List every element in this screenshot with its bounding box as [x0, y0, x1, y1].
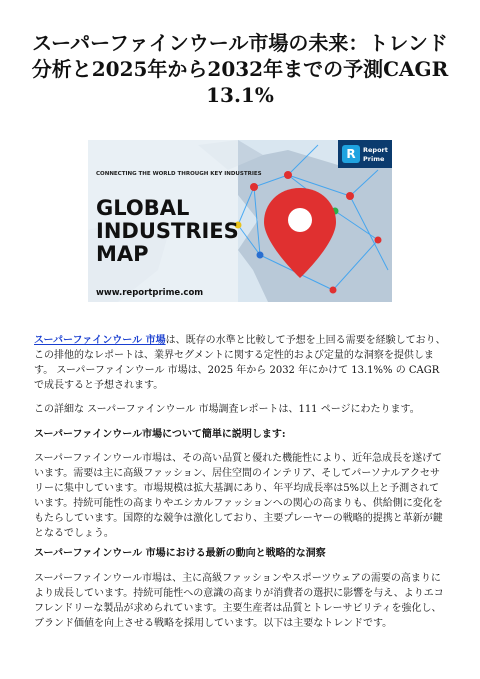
- page-count-paragraph: この詳細な スーパーファインウール 市場調査レポートは、111 ページにわたります。: [34, 404, 420, 415]
- global-industries-map-illustration: [88, 140, 392, 302]
- website-url: www.reportprime.com: [96, 288, 204, 298]
- intro-text: は、既存の水準と比較して予想を上回る需要を経験しており、この排他的なレポートは、業界セグメントに関する定性的および定量的な洞察を提供します。 スーパーファインウール 市場は、2025 年から 2032 年にかけて 13.1%% の CAGR で成長すると予想されます。: [34, 335, 446, 391]
- headline-map: MAP: [96, 242, 149, 266]
- hero-image: [88, 140, 392, 302]
- report-prime-logo: [338, 140, 392, 168]
- market-link[interactable]: スーパーファインウール 市場: [34, 335, 166, 346]
- section-heading-overview: スーパーファインウール市場について簡単に説明します:: [34, 429, 286, 440]
- logo-line1: Report: [363, 146, 388, 154]
- logo-line2: Prime: [363, 155, 385, 163]
- headline-global: GLOBAL: [96, 196, 190, 220]
- banner-text: CONNECTING THE WORLD THROUGH KEY INDUSTRIES: [96, 171, 262, 177]
- document-title: スーパーファインウール市場の未来：トレンド分析と2025年から2032年までの予測CAGR 13.1%: [31, 31, 449, 107]
- trends-paragraph: スーパーファインウール市場は、主に高級ファッションやスポーツウェアの需要の高まりにより成長しています。持続可能性への意識の高まりが消費者の選択に影響を与え、よりエコフレンドリーな製品が求められています。主要生産者は品質とトレーサビリティを強化し、ブランド価値を向上させる戦略を採用しています。以下は主要なトレンドです。: [34, 573, 444, 629]
- headline-industries: INDUSTRIES: [96, 219, 239, 243]
- intro-paragraph: [34, 333, 446, 393]
- overview-paragraph: スーパーファインウール市場は、その高い品質と優れた機能性により、近年急成長を遂げています。需要は主に高級ファッション、居住空間のインテリア、そしてパーソナルアクセサリーに集中しています。市場規模は拡大基調にあり、年平均成長率は5%以上と予測されています。持続可能性の高まりやエシカルファッションへの関心の高まりも、供給側に変化をもたらしています。国際的な競争は激化しており、主要プレーヤーの戦略的提携と革新が鍵となるでしょう。: [34, 453, 443, 539]
- logo-letter: R: [346, 147, 356, 161]
- section-heading-trends: スーパーファインウール 市場における最新の動向と戦略的な洞察: [34, 548, 326, 559]
